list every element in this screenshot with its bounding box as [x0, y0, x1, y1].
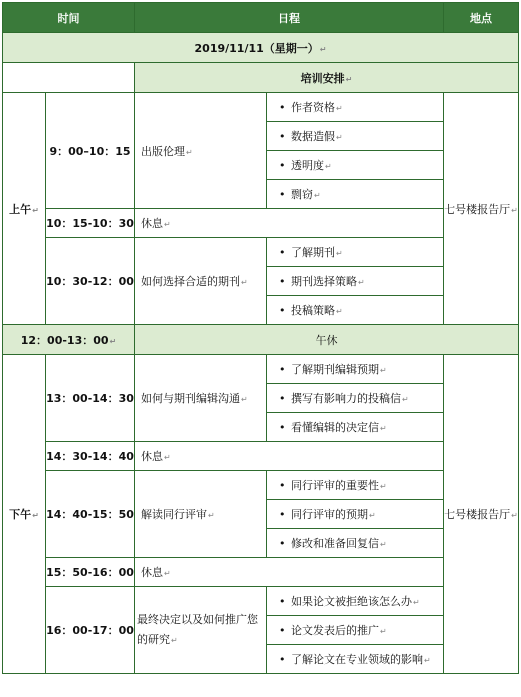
- slot-title: 如何选择合适的期刊↵: [135, 238, 267, 325]
- slot-title: 休息↵: [135, 442, 444, 471]
- date-cell: 2019/11/11（星期一）↵: [3, 33, 519, 63]
- slot-time: 9：00–10：15: [46, 93, 135, 209]
- slot-title: 解读同行评审↵: [135, 471, 267, 558]
- list-item: • 如果论文被拒绝该怎么办↵: [267, 587, 444, 616]
- lunch-time: 12：00-13：00↵: [3, 325, 135, 355]
- list-item: • 修改和准备回复信↵: [267, 529, 444, 558]
- place-afternoon: 七号楼报告厅↵: [444, 355, 519, 674]
- slot-title: 休息↵: [135, 558, 444, 587]
- list-item: • 看懂编辑的决定信↵: [267, 413, 444, 442]
- list-item: • 同行评审的预期↵: [267, 500, 444, 529]
- date-text: 2019/11/11（星期一）: [194, 41, 319, 55]
- period-morning: 上午↵: [3, 93, 46, 325]
- list-item: • 数据造假↵: [267, 122, 444, 151]
- table-row: [3, 442, 519, 471]
- slot-time: 13：00-14：30: [46, 355, 135, 442]
- table-row: [3, 471, 519, 500]
- table-row: [3, 587, 519, 616]
- table-row: [3, 209, 519, 238]
- list-item: • 剽窃↵: [267, 180, 444, 209]
- list-item: • 透明度↵: [267, 151, 444, 180]
- period-afternoon: 下午↵: [3, 355, 46, 674]
- schedule-table: [2, 2, 519, 674]
- table-row: [3, 355, 519, 384]
- lunch-row: [3, 325, 519, 355]
- slot-time: 10：15-10：30: [46, 209, 135, 238]
- blank-cell: [3, 63, 135, 93]
- lunch-label: 午休: [135, 325, 519, 355]
- date-row: [3, 33, 519, 63]
- slot-title: 如何与期刊编辑沟通↵: [135, 355, 267, 442]
- table-row: [3, 93, 519, 122]
- list-item: • 了解期刊↵: [267, 238, 444, 267]
- training-row: [3, 63, 519, 93]
- slot-time: 14：40-15：50: [46, 471, 135, 558]
- table-row: [3, 238, 519, 267]
- list-item: • 期刊选择策略↵: [267, 267, 444, 296]
- header-row: [3, 3, 519, 33]
- list-item: • 作者资格↵: [267, 93, 444, 122]
- header-place: 地点: [444, 3, 519, 33]
- list-item: • 投稿策略↵: [267, 296, 444, 325]
- list-item: • 同行评审的重要性↵: [267, 471, 444, 500]
- list-item: • 了解期刊编辑预期↵: [267, 355, 444, 384]
- list-item: • 论文发表后的推广↵: [267, 616, 444, 645]
- training-label: 培训安排: [300, 71, 345, 85]
- slot-time: 14：30-14：40: [46, 442, 135, 471]
- slot-time: 16：00-17：00: [46, 587, 135, 674]
- list-item: • 撰写有影响力的投稿信↵: [267, 384, 444, 413]
- slot-time: 10：30-12：00: [46, 238, 135, 325]
- header-time: 时间: [3, 3, 135, 33]
- place-morning: 七号楼报告厅↵: [444, 93, 519, 325]
- slot-title: 休息↵: [135, 209, 444, 238]
- header-schedule: 日程: [135, 3, 444, 33]
- training-cell: 培训安排↵: [135, 63, 519, 93]
- list-item: • 了解论文在专业领域的影响↵: [267, 645, 444, 674]
- slot-title: 最终决定以及如何推广您的研究↵: [135, 587, 267, 674]
- table-row: [3, 558, 519, 587]
- slot-time: 15：50-16：00: [46, 558, 135, 587]
- slot-title: 出版伦理↵: [135, 93, 267, 209]
